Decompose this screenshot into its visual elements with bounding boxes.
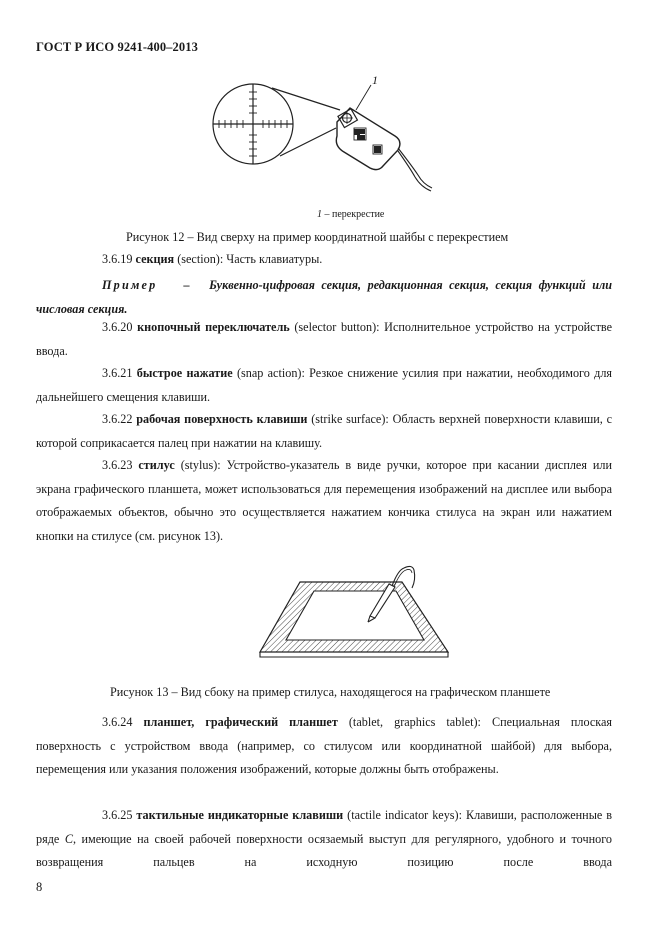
term-definition-cont: , имеющие на своей рабочей поверхности осязаемый выступ для регулярного, удобного и точного возвращения пальцев на исходную позицию после ввода	[36, 831, 612, 870]
clause-number: 3.6.25	[102, 808, 133, 822]
term-definition: Исполнительное устройство на устройстве ввода.	[36, 320, 613, 358]
example-dash: –	[183, 278, 190, 292]
term-definition: Устройство-указатель в виде ручки, которое при касании дисплея или экрана графического планшета, может использоваться для перемещения изображений на дисплее или выбора отображаемых объектов, обычно это осуществляется нажатием кончика стилуса на экран или нажатием кнопки на стилусе (см. рисунок 13).	[36, 458, 612, 543]
figure-12-legend-text: – перекрестие	[322, 209, 385, 220]
clause-number: 3.6.24	[102, 715, 133, 729]
page-number: 8	[36, 880, 43, 894]
example-text: Буквенно-цифровая секция, редакционная секция, секция функций или числовая секция.	[36, 278, 613, 316]
figure-12-caption: Рисунок 12 – Вид сверху на пример координатной шайбы с перекрестием	[126, 230, 509, 244]
term-definition: Резкое снижение усилия при нажатии, необходимого для дальнейшего смещения клавиши.	[36, 366, 613, 404]
figure-12-puck-crosshair	[0, 0, 661, 230]
figure-13-caption: Рисунок 13 – Вид сбоку на пример стилуса, находящегося на графическом планшете	[110, 685, 551, 699]
term-3-6-23	[36, 454, 612, 548]
document-header: ГОСТ Р ИСО 9241-400–2013	[36, 40, 198, 54]
example-note	[36, 274, 612, 321]
figure-12-callout-number: 1	[372, 73, 378, 87]
term-3-6-21	[36, 362, 612, 409]
term-english: (tablet, graphics tablet):	[348, 715, 481, 729]
clause-number: 3.6.20	[102, 320, 133, 334]
term-3-6-24	[36, 711, 612, 782]
term-3-6-22	[36, 408, 612, 455]
term-english: (selector button):	[294, 320, 380, 334]
term-english: (strike surface):	[311, 412, 389, 426]
figure-13-stylus-tablet	[0, 560, 661, 670]
term-name: стилус	[138, 458, 175, 472]
term-name: кнопочный переключатель	[137, 320, 290, 334]
term-english: (section):	[177, 252, 224, 266]
clause-number: 3.6.22	[102, 412, 133, 426]
clause-number: 3.6.21	[102, 366, 133, 380]
term-name: тактильные индикаторные клавиши	[136, 808, 344, 822]
figure-12-legend	[317, 209, 384, 220]
term-english: (tactile indicator keys):	[347, 808, 462, 822]
term-definition: Специальная плоская поверхность с устройством ввода (например, со стилусом или координатной шайбой) для выбора, перемещения или указания положения изображений, которые должны быть отображены.	[36, 715, 613, 777]
term-3-6-20	[36, 316, 612, 363]
term-english: (snap action):	[236, 366, 305, 380]
term-3-6-25	[36, 804, 612, 875]
term-definition: Часть клавиатуры.	[226, 252, 323, 266]
term-name: быстрое нажатие	[136, 366, 233, 380]
term-name: секция	[135, 252, 175, 266]
term-name: рабочая поверхность клавиши	[136, 412, 308, 426]
term-definition: Клавиши, расположенные в ряде	[36, 808, 612, 846]
clause-number: 3.6.19	[102, 252, 133, 266]
term-definition: Область верхней поверхности клавиши, с которой соприкасается палец при нажатии на клавишу.	[36, 412, 613, 450]
clause-number: 3.6.23	[102, 458, 133, 472]
term-3-6-19	[36, 248, 612, 272]
term-name: планшет, графический планшет	[143, 715, 338, 729]
row-letter: С	[64, 831, 73, 846]
term-english: (stylus):	[180, 458, 221, 472]
figure-12-legend-number: 1	[317, 209, 322, 220]
example-label: Пример	[102, 278, 158, 292]
